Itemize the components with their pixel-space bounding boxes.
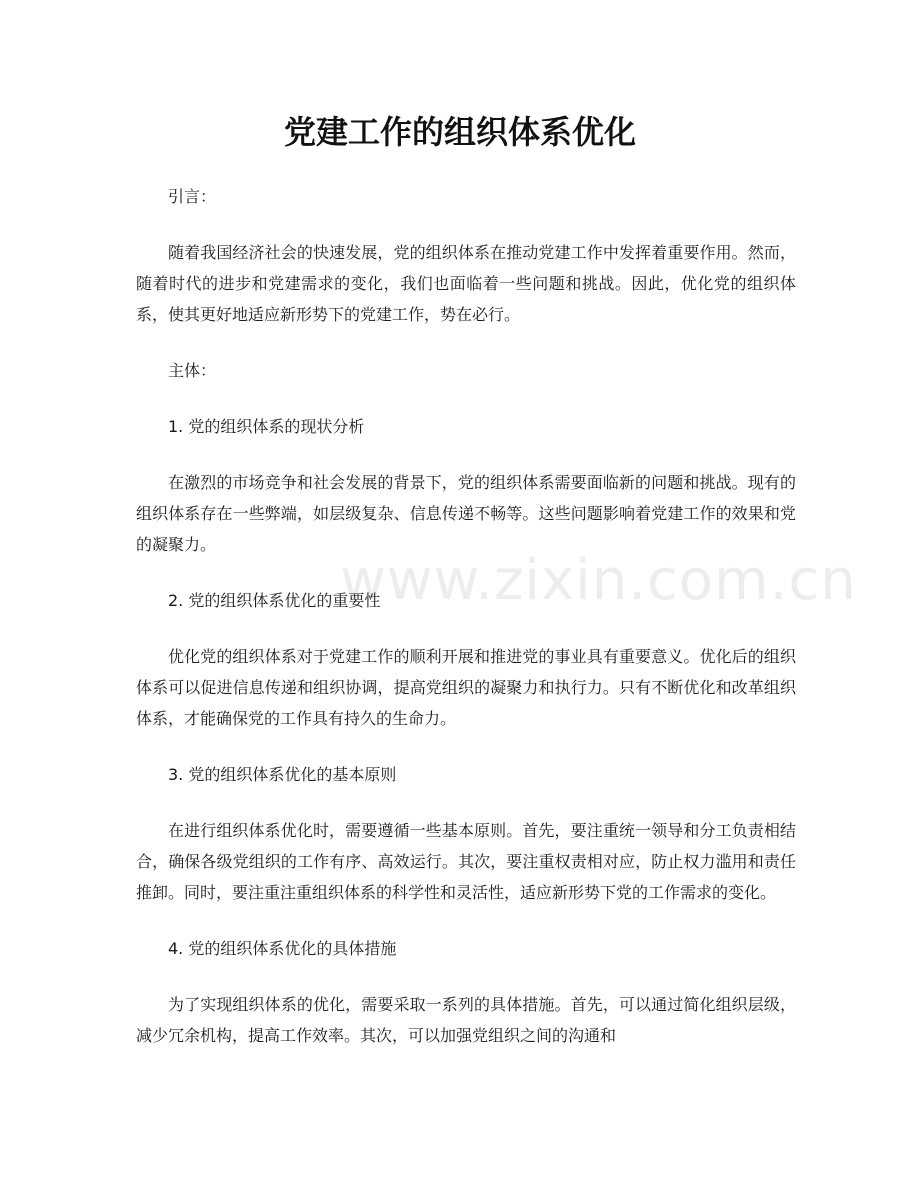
intro-label: 引言： [168,187,217,206]
section-heading-1: 1. 党的组织体系的现状分析 [168,417,365,436]
intro-paragraph: 随着我国经济社会的快速发展，党的组织体系在推动党建工作中发挥着重要作用。然而，随着时代的进步和党建需求的变化，我们也面临着一些问题和挑战。因此，优化党的组织体系，使其更好地适应新形势下的党建工作，势在必行。 [136,243,796,324]
document-body [136,181,796,1076]
section-paragraph-1: 在激烈的市场竞争和社会发展的背景下，党的组织体系需要面临新的问题和挑战。现有的组织体系存在一些弊端，如层级复杂、信息传递不畅等。这些问题影响着党建工作的效果和党的凝聚力。 [136,473,796,554]
section-heading-2: 2. 党的组织体系优化的重要性 [168,591,381,610]
document-title: 党建工作的组织体系优化 [283,113,636,151]
body-label: 主体： [168,361,217,380]
watermark: www.zixin.com.cn [340,548,857,613]
section-paragraph-2: 优化党的组织体系对于党建工作的顺利开展和推进党的事业具有重要意义。优化后的组织体系可以促进信息传递和组织协调，提高党组织的凝聚力和执行力。只有不断优化和改革组织体系，才能确保党的工作具有持久的生命力。 [136,647,796,728]
section-heading-4: 4. 党的组织体系优化的具体措施 [168,939,397,958]
section-paragraph-4: 为了实现组织体系的优化，需要采取一系列的具体措施。首先，可以通过简化组织层级，减少冗余机构，提高工作效率。其次，可以加强党组织之间的沟通和 [136,995,796,1045]
section-paragraph-3: 在进行组织体系优化时，需要遵循一些基本原则。首先，要注重统一领导和分工负责相结合，确保各级党组织的工作有序、高效运行。其次，要注重权责相对应，防止权力滥用和责任推卸。同时，要注重注重组织体系的科学性和灵活性，适应新形势下党的工作需求的变化。 [136,821,796,902]
section-heading-3: 3. 党的组织体系优化的基本原则 [168,765,397,784]
